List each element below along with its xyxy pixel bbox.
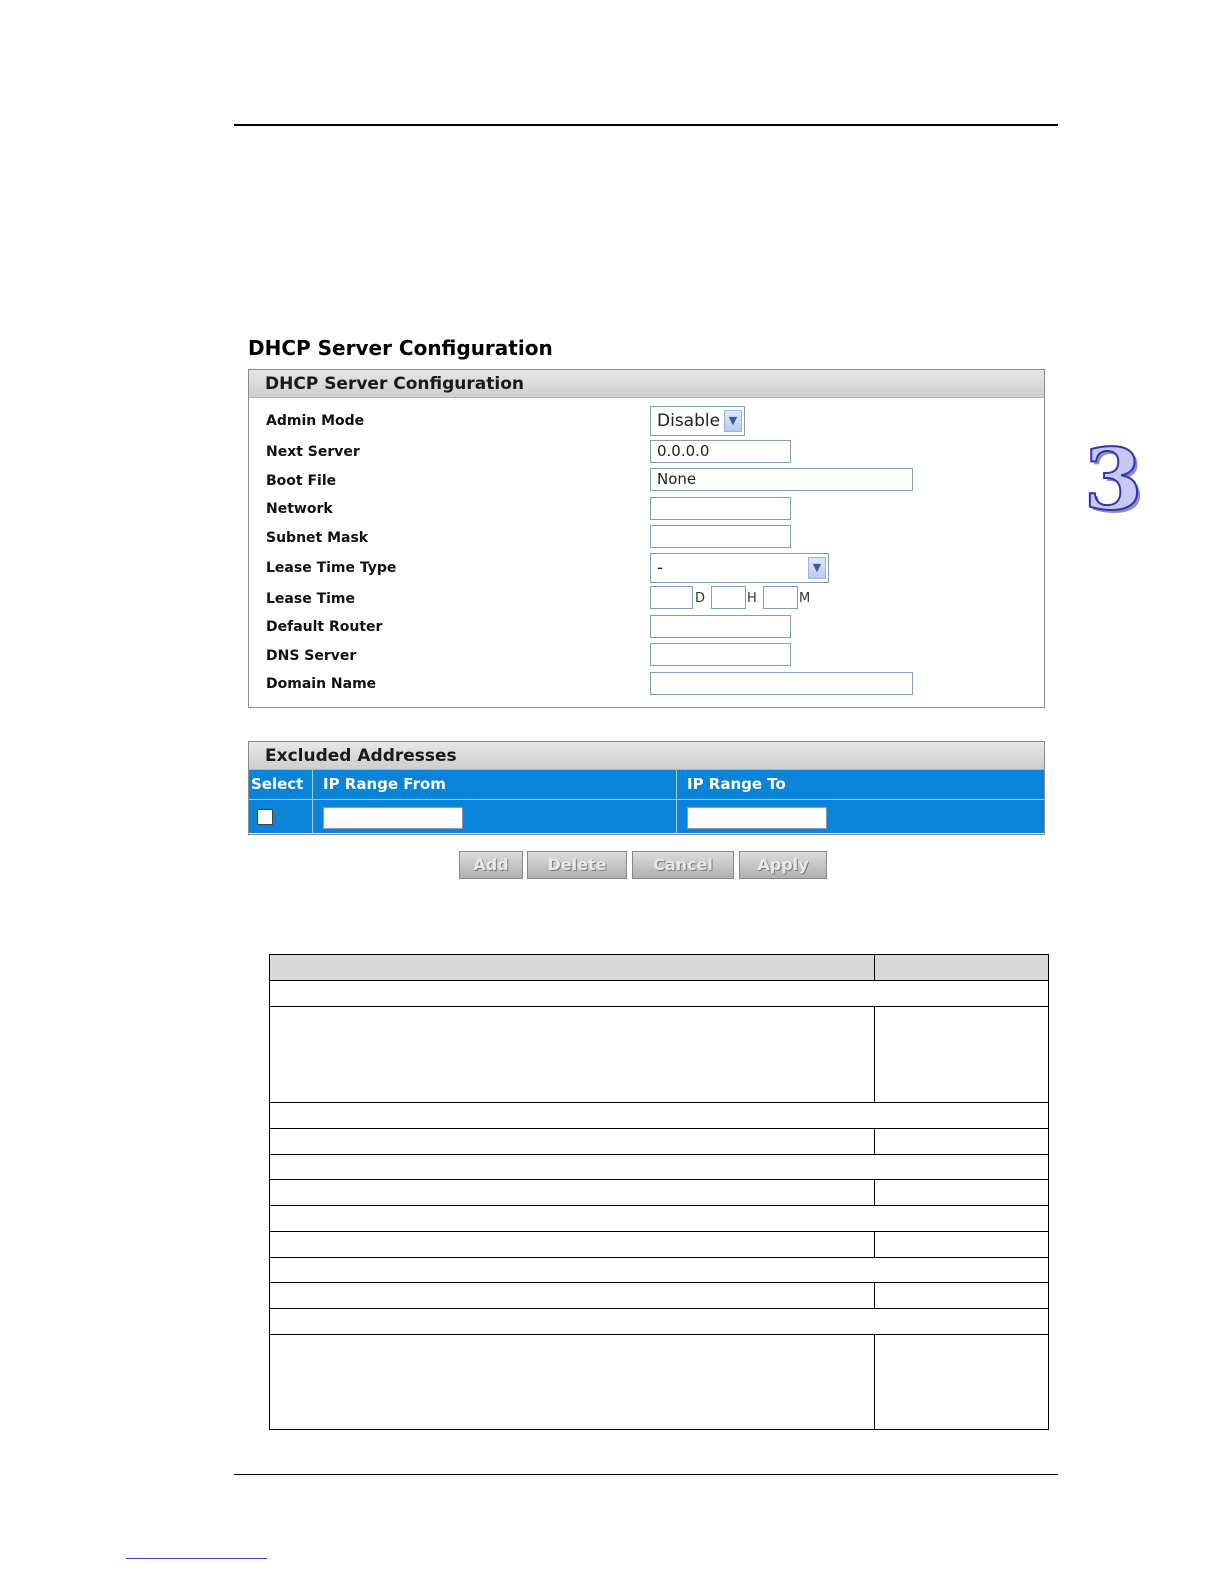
parameter-table <box>269 954 1049 1430</box>
chapter-number-badge: 3 <box>1084 430 1143 529</box>
table-header <box>249 770 1044 800</box>
footer-rule <box>234 1474 1058 1475</box>
domain-name-input[interactable] <box>650 672 913 695</box>
footer-link-underline[interactable] <box>126 1558 267 1559</box>
panel-title: Excluded Addresses <box>249 742 1044 770</box>
lease-minutes-input[interactable] <box>763 586 798 609</box>
dns-server-input[interactable] <box>650 643 791 666</box>
dhcp-config-panel <box>248 369 1045 708</box>
lease-time-type-label: Lease Time Type <box>266 560 397 576</box>
row-divider <box>270 1231 1048 1232</box>
dns-server-label: DNS Server <box>266 648 357 664</box>
admin-mode-select[interactable] <box>650 406 745 436</box>
row-divider <box>270 1282 1048 1283</box>
lease-time-type-select[interactable] <box>650 553 829 583</box>
header-rule <box>234 124 1058 126</box>
column-divider <box>874 1334 875 1430</box>
column-divider <box>874 1006 875 1103</box>
page-title: DHCP Server Configuration <box>248 336 553 360</box>
admin-mode-value: Disable <box>657 411 721 431</box>
table-row <box>249 800 1044 833</box>
default-router-input[interactable] <box>650 615 791 638</box>
row-divider <box>270 1102 1048 1103</box>
column-divider <box>874 1128 875 1155</box>
boot-file-input[interactable]: None <box>650 468 913 491</box>
admin-mode-label: Admin Mode <box>266 413 365 429</box>
select-checkbox[interactable] <box>257 809 273 825</box>
column-divider <box>874 955 875 981</box>
row-divider <box>270 1128 1048 1129</box>
network-input[interactable] <box>650 497 791 520</box>
ip-range-from-column-header: IP Range From <box>323 775 446 793</box>
next-server-label: Next Server <box>266 444 360 460</box>
minutes-unit: M <box>799 591 811 606</box>
apply-button[interactable]: Apply <box>739 851 827 879</box>
row-divider <box>270 1205 1048 1206</box>
days-unit: D <box>695 591 706 606</box>
ip-range-from-input[interactable] <box>323 807 463 829</box>
row-divider <box>270 1179 1048 1180</box>
network-label: Network <box>266 501 333 517</box>
select-column-header: Select <box>251 775 304 793</box>
table-header-row <box>270 955 1048 981</box>
lease-time-label: Lease Time <box>266 591 355 607</box>
row-divider <box>270 1334 1048 1335</box>
excluded-addresses-panel <box>248 741 1045 835</box>
boot-file-label: Boot File <box>266 473 337 489</box>
lease-time-type-value: - <box>657 558 664 578</box>
hours-unit: H <box>747 591 757 606</box>
ip-range-to-column-header: IP Range To <box>687 775 786 793</box>
domain-name-label: Domain Name <box>266 676 377 692</box>
panel-title: DHCP Server Configuration <box>249 370 1044 398</box>
lease-days-input[interactable] <box>650 586 693 609</box>
subnet-mask-label: Subnet Mask <box>266 530 369 546</box>
subnet-mask-input[interactable] <box>650 525 791 548</box>
column-divider <box>676 770 677 833</box>
column-divider <box>874 1179 875 1206</box>
lease-hours-input[interactable] <box>711 586 746 609</box>
next-server-input[interactable]: 0.0.0.0 <box>650 440 791 463</box>
cancel-button[interactable]: Cancel <box>632 851 734 879</box>
row-divider <box>270 1257 1048 1258</box>
column-divider <box>874 1231 875 1258</box>
column-divider <box>312 770 313 833</box>
row-divider <box>270 980 1048 981</box>
row-divider <box>270 1154 1048 1155</box>
add-button[interactable]: Add <box>459 851 523 879</box>
row-divider <box>270 1006 1048 1007</box>
chevron-down-icon[interactable]: ▼ <box>808 557 826 579</box>
chevron-down-icon[interactable]: ▼ <box>724 410 742 432</box>
default-router-label: Default Router <box>266 619 383 635</box>
delete-button[interactable]: Delete <box>527 851 627 879</box>
ip-range-to-input[interactable] <box>687 807 827 829</box>
column-divider <box>874 1282 875 1309</box>
row-divider <box>270 1308 1048 1309</box>
